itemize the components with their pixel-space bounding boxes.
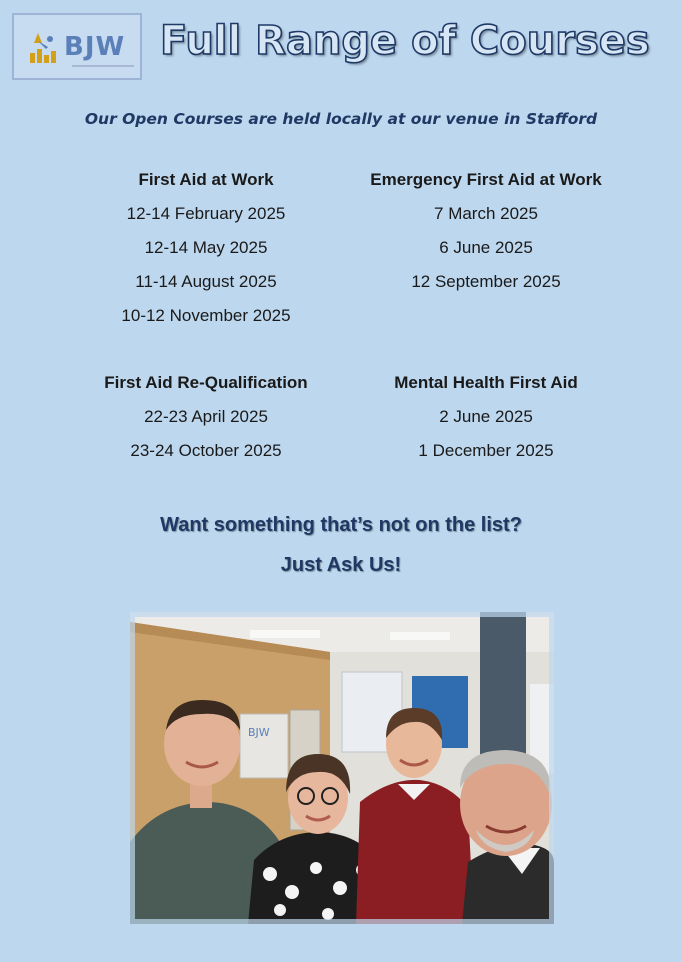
- team-photo-illustration: [130, 612, 554, 924]
- cta-question: Want something that’s not on the list?: [160, 514, 522, 536]
- logo-text: BJW: [64, 31, 126, 62]
- course-title: First Aid Re-Qualification: [104, 373, 308, 392]
- course-date: 12-14 February 2025: [126, 204, 286, 223]
- logo-tagline-line: [72, 65, 134, 67]
- course-emergency-first-aid: [336, 163, 636, 299]
- course-date: 12 September 2025: [411, 272, 561, 291]
- course-date: 1 December 2025: [418, 441, 554, 460]
- course-date: 2 June 2025: [439, 407, 533, 426]
- photo-sign-text: BJW: [248, 726, 270, 739]
- course-mental-health: [336, 366, 636, 468]
- course-title: First Aid at Work: [138, 170, 274, 189]
- company-logo: [12, 13, 142, 80]
- course-date: 7 March 2025: [434, 204, 538, 223]
- course-date: 12-14 May 2025: [144, 238, 268, 257]
- logo-emblem-icon: [28, 29, 60, 65]
- page-title: Full Range of Courses: [160, 18, 650, 64]
- course-date: 6 June 2025: [439, 238, 533, 257]
- venue-subtitle: Our Open Courses are held locally at our venue in Stafford: [84, 110, 598, 128]
- course-requalification: [56, 366, 356, 468]
- course-date: 11-14 August 2025: [135, 272, 277, 291]
- cta-ask-us: Just Ask Us!: [280, 554, 402, 576]
- course-date: 23-24 October 2025: [130, 441, 282, 460]
- team-photo: [130, 612, 554, 924]
- course-title: Mental Health First Aid: [394, 373, 578, 392]
- course-date: 10-12 November 2025: [121, 306, 291, 325]
- course-date: 22-23 April 2025: [144, 407, 268, 426]
- course-title: Emergency First Aid at Work: [370, 170, 602, 189]
- course-first-aid-at-work: [56, 163, 356, 333]
